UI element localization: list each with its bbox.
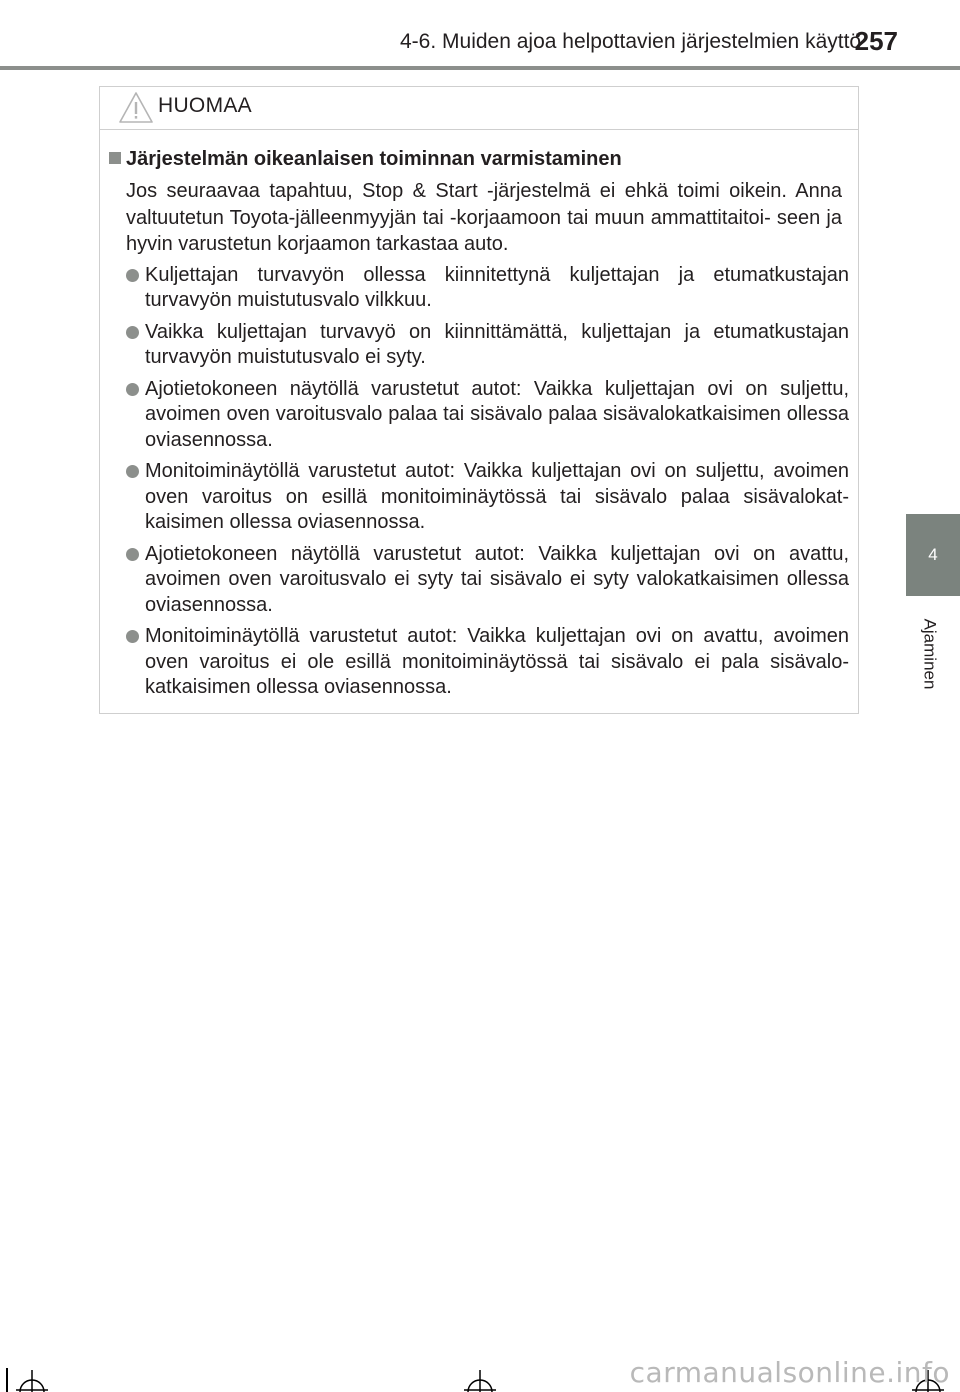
section-intro: Jos seuraavaa tapahtuu, Stop & Start -järjestelmä ei ehkä toimi oikein. Anna valtuutetun Toyota-jälleenmyyjän tai -korjaamoon tai muun ammattitaitoi- seen ja hyvin varustetun korjaamon tarkastaa auto. [126, 180, 842, 255]
list-item: Monitoiminäytöllä varustetut autot: Vaikka kuljettajan ovi on suljettu, avoimen oven varoitus on esillä monitoiminäytössä tai sisävalo palaa sisävalokat- kaisimen ollessa oviasennossa. [145, 459, 849, 536]
notice-title: HUOMAA [158, 94, 252, 117]
chapter-name: Ajaminen [920, 618, 939, 690]
round-bullet-icon [126, 465, 139, 478]
round-bullet-icon [126, 548, 139, 561]
list-item: Ajotietokoneen näytöllä varustetut autot: Vaikka kuljettajan ovi on suljettu, avoimen oven varoitusvalo palaa tai sisävalo palaa sisävalokatkaisimen ollessa oviasennossa. [145, 377, 849, 454]
section-heading [100, 146, 858, 172]
crop-mark [6, 1368, 8, 1392]
round-bullet-icon [126, 630, 139, 643]
round-bullet-icon [126, 383, 139, 396]
crosshair-registration-icon [14, 1360, 50, 1392]
round-bullet-icon [126, 269, 139, 282]
round-bullet-icon [126, 326, 139, 339]
chapter-side-label [902, 604, 956, 704]
bullet-list [100, 263, 858, 701]
warning-triangle-icon [118, 91, 154, 124]
page-number: 257 [854, 26, 898, 56]
list-item: Vaikka kuljettajan turvavyö on kiinnittämättä, kuljettajan ja etumatkustajan turvavyön muistutusvalo ei syty. [145, 320, 849, 371]
list-item: Monitoiminäytöllä varustetut autot: Vaikka kuljettajan ovi on avattu, avoimen oven varoitus ei ole esillä monitoiminäytössä tai sisävalo ei pala sisävalo- katkaisimen ollessa oviasennossa. [145, 624, 849, 701]
chapter-tab[interactable] [906, 514, 960, 596]
list-item: Ajotietokoneen näytöllä varustetut autot: Vaikka kuljettajan ovi on avattu, avoimen oven varoitusvalo ei syty tai sisävalo ei syty valokatkaisimen ollessa oviasennossa. [145, 542, 849, 619]
notice-section [100, 146, 858, 707]
chapter-title: 4-6. Muiden ajoa helpottavien järjestelmien käyttö [400, 30, 862, 53]
header-rule [0, 66, 960, 70]
crosshair-registration-icon [462, 1360, 498, 1392]
notice-header [100, 87, 858, 130]
list-item: Kuljettajan turvavyön ollessa kiinnitettynä kuljettajan ja etumatkustajan turvavyön muistutusvalo vilkkuu. [145, 263, 849, 314]
square-bullet-icon [109, 152, 121, 164]
notice-box [99, 86, 859, 714]
watermark: carmanualsonline.info [629, 1356, 950, 1389]
chapter-number: 4 [928, 545, 938, 564]
section-heading-text: Järjestelmän oikeanlaisen toiminnan varmistaminen [126, 148, 622, 170]
